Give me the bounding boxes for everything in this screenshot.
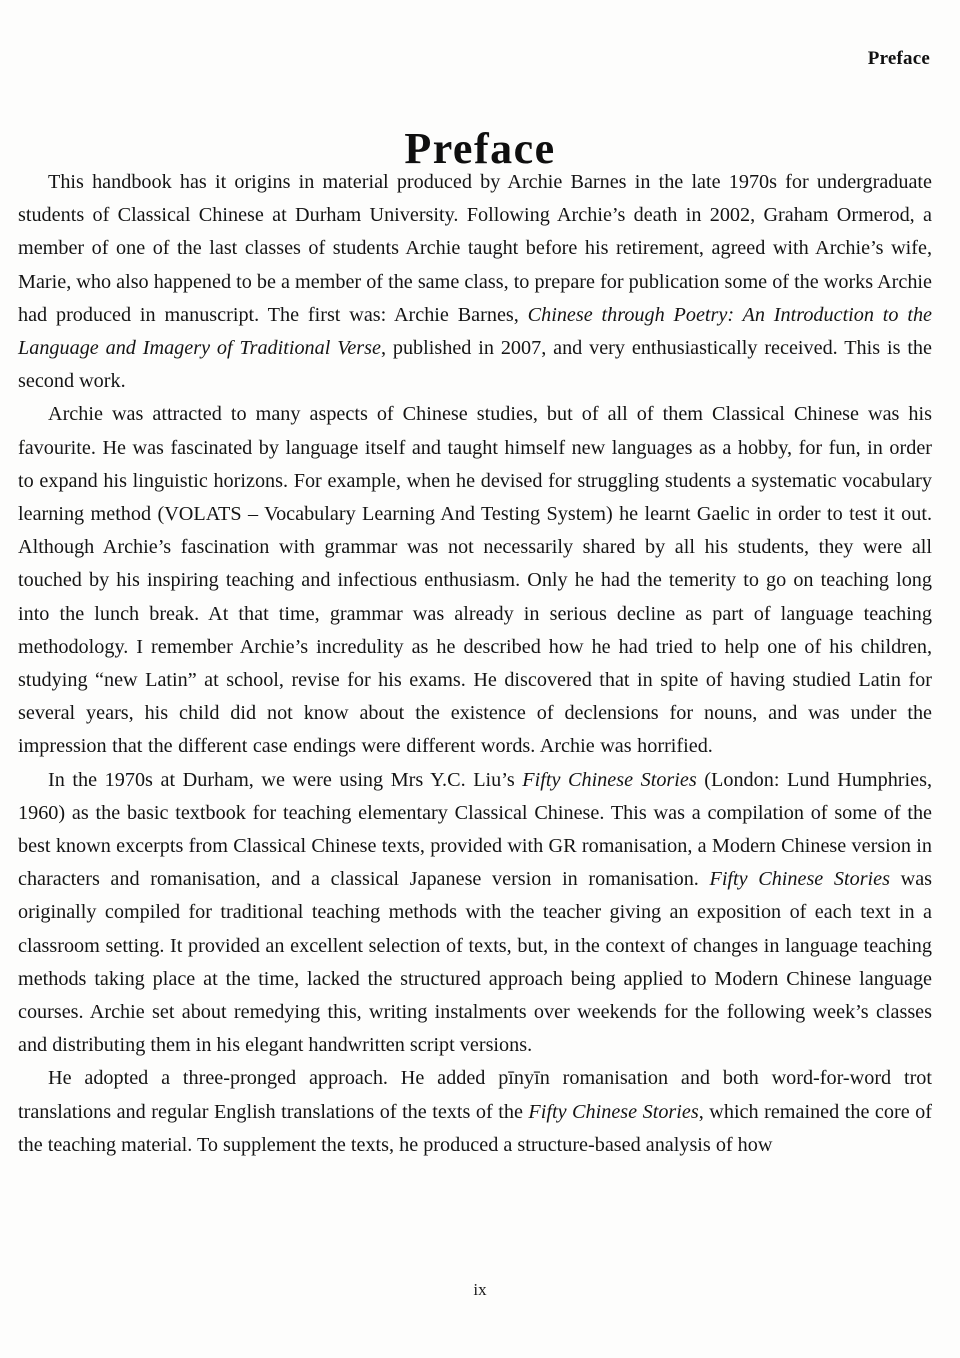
- paragraph-2: [18, 398, 932, 763]
- italic-title-run: Fifty Chinese Stories: [709, 868, 890, 891]
- text-run: In the 1970s at Durham, we were using Mrs Y.C. Liu’s: [48, 768, 523, 791]
- page-title: Preface: [404, 124, 556, 174]
- text-run: This handbook has it origins in material produced by Archie Barnes in the late 1970s for undergraduate students of Classical Chinese at Durham University. Following Archie’s death in 2002, Graham Ormerod, a member of one of the last classes of students Archie taught before his retirement, agreed with Archie’s wife, Marie, who also happened to be a member of the same class, to prepare for publication some of the works Archie had produced in manuscript. The first was: Archie Barnes,: [18, 171, 932, 326]
- text-run: , published in 2007, and very enthusiastically received. This is the second work.: [18, 337, 932, 393]
- text-run: , which remained the core of the teaching material. To supplement the texts, he produced a structure-based analysis of how: [18, 1100, 932, 1156]
- paragraph-4: [18, 1062, 932, 1162]
- page-number: ix: [473, 1280, 487, 1299]
- text-run: (London: Lund Humphries, 1960) as the basic textbook for teaching elementary Classical Chinese. This was a compilation of some of the best known excerpts from Classical Chinese texts, provided with GR romanisation, a Modern Chinese version in characters and romanisation, and a classical Japanese version in romanisation.: [18, 768, 932, 891]
- running-head: Preface: [867, 48, 930, 69]
- italic-title-run: Fifty Chinese Stories: [528, 1100, 699, 1123]
- paragraph-3: [18, 764, 932, 1063]
- paragraph-1: [18, 166, 932, 398]
- text-run: Archie was attracted to many aspects of Chinese studies, but of all of them Classical Chinese was his favourite. He was fascinated by language itself and taught himself new languages as a hobby, for fun, in order to expand his linguistic horizons. For example, when he devised for struggling students a systematic vocabulary learning method (VOLATS – Vocabulary Learning And Testing System) he learnt Gaelic in order to test it out. Although Archie’s fascination with grammar was not necessarily shared by all his students, they were all touched by his inspiring teaching and infectious enthusiasm. Only he had the temerity to go on teaching long into the lunch break. At that time, grammar was already in serious decline as part of language teaching methodology. I remember Archie’s incredulity as he described how he had tried to help one of his children, studying “new Latin” at school, revise for his exams. He discovered that in spite of having studied Latin for several years, his child did not know about the existence of declensions for nouns, and was under the impression that the different case endings were different words. Archie was horrified.: [18, 403, 932, 758]
- italic-title-run: Chinese through Poetry: An Introduction to the Language and Imagery of Traditional Verse: [18, 303, 933, 360]
- text-run: He adopted a three-pronged approach. He added pīnyīn romanisation and both word-for-word trot translations and regular English translations of the texts of the: [18, 1067, 932, 1123]
- italic-title-run: Fifty Chinese Stories: [522, 768, 697, 791]
- body-text-block: [18, 166, 932, 1162]
- text-run: was originally compiled for traditional teaching methods with the teacher giving an exposition of each text in a classroom setting. It provided an excellent selection of texts, but, in the context of changes in language teaching methods taking place at the time, lacked the structured approach being applied to Modern Chinese language courses. Archie set about remedying this, writing instalments over weekends for the following week’s classes and distributing them in his elegant handwritten script versions.: [18, 868, 933, 1057]
